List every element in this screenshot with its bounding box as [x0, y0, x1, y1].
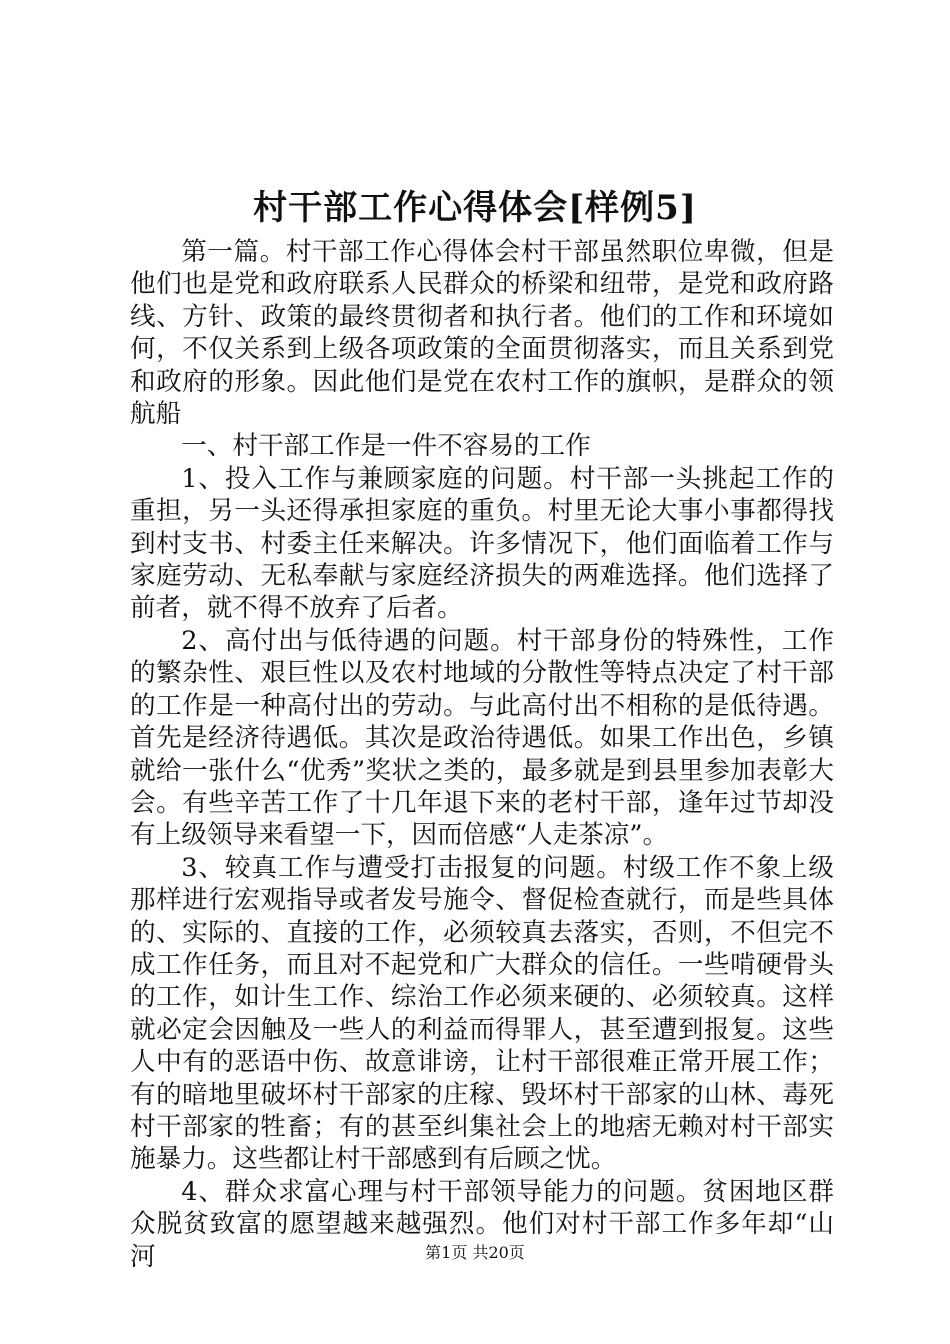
paragraph-point-2: 2、高付出与低待遇的问题。村干部身份的特殊性，工作的繁杂性、艰巨性以及农村地域的分散性等特点决定了村干部的工作是一种高付出的劳动。与此高付出不相称的是低待遇。首先是经济待遇低。其次是政治待遇低。如果工作出色，乡镇就给一张什么“优秀”奖状之类的，最多就是到县里参加表彰大会。有些辛苦工作了十几年退下来的老村干部，逢年过节却没有上级领导来看望一下，因而倍感“人走茶凉”。	[130, 625, 834, 851]
paragraph-point-4: 4、群众求富心理与村干部领导能力的问题。贫困地区群众脱贫致富的愿望越来越强烈。他们对村干部工作多年却“山河	[130, 1176, 834, 1272]
document-title: 村干部工作心得体会[样例5]	[253, 188, 697, 228]
paragraph-intro: 第一篇。村干部工作心得体会村干部虽然职位卑微，但是他们也是党和政府联系人民群众的桥梁和纽带，是党和政府路线、方针、政策的最终贯彻者和执行者。他们的工作和环境如何，不仅关系到上级各项政策的全面贯彻落实，而且关系到党和政府的形象。因此他们是党在农村工作的旗帜，是群众的领航船	[130, 237, 834, 430]
document-body	[130, 236, 834, 1273]
paragraph-point-3: 3、较真工作与遭受打击报复的问题。村级工作不象上级那样进行宏观指导或者发号施令、督促检查就行，而是些具体的、实际的、直接的工作，必须较真去落实，否则，不但完不成工作任务，而且对不起党和广大群众的信任。一些啃硬骨头的工作，如计生工作、综治工作必须来硬的、必须较真。这样就必定会因触及一些人的利益而得罪人，甚至遭到报复。这些人中有的恶语中伤、故意诽谤，让村干部很难正常开展工作；有的暗地里破坏村干部家的庄稼、毁坏村干部家的山林、毒死村干部家的牲畜；有的甚至纠集社会上的地痞无赖对村干部实施暴力。这些都让村干部感到有后顾之忧。	[130, 852, 834, 1175]
page-number-footer: 第1页 共20页	[425, 1243, 525, 1262]
section-heading: 一、村干部工作是一件不容易的工作	[181, 431, 591, 462]
paragraph-point-1: 1、投入工作与兼顾家庭的问题。村干部一头挑起工作的重担，另一头还得承担家庭的重负。村里无论大事小事都得找到村支书、村委主任来解决。许多情况下，他们面临着工作与家庭劳动、无私奉献与家庭经济损失的两难选择。他们选择了前者，就不得不放弃了后者。	[130, 463, 834, 624]
